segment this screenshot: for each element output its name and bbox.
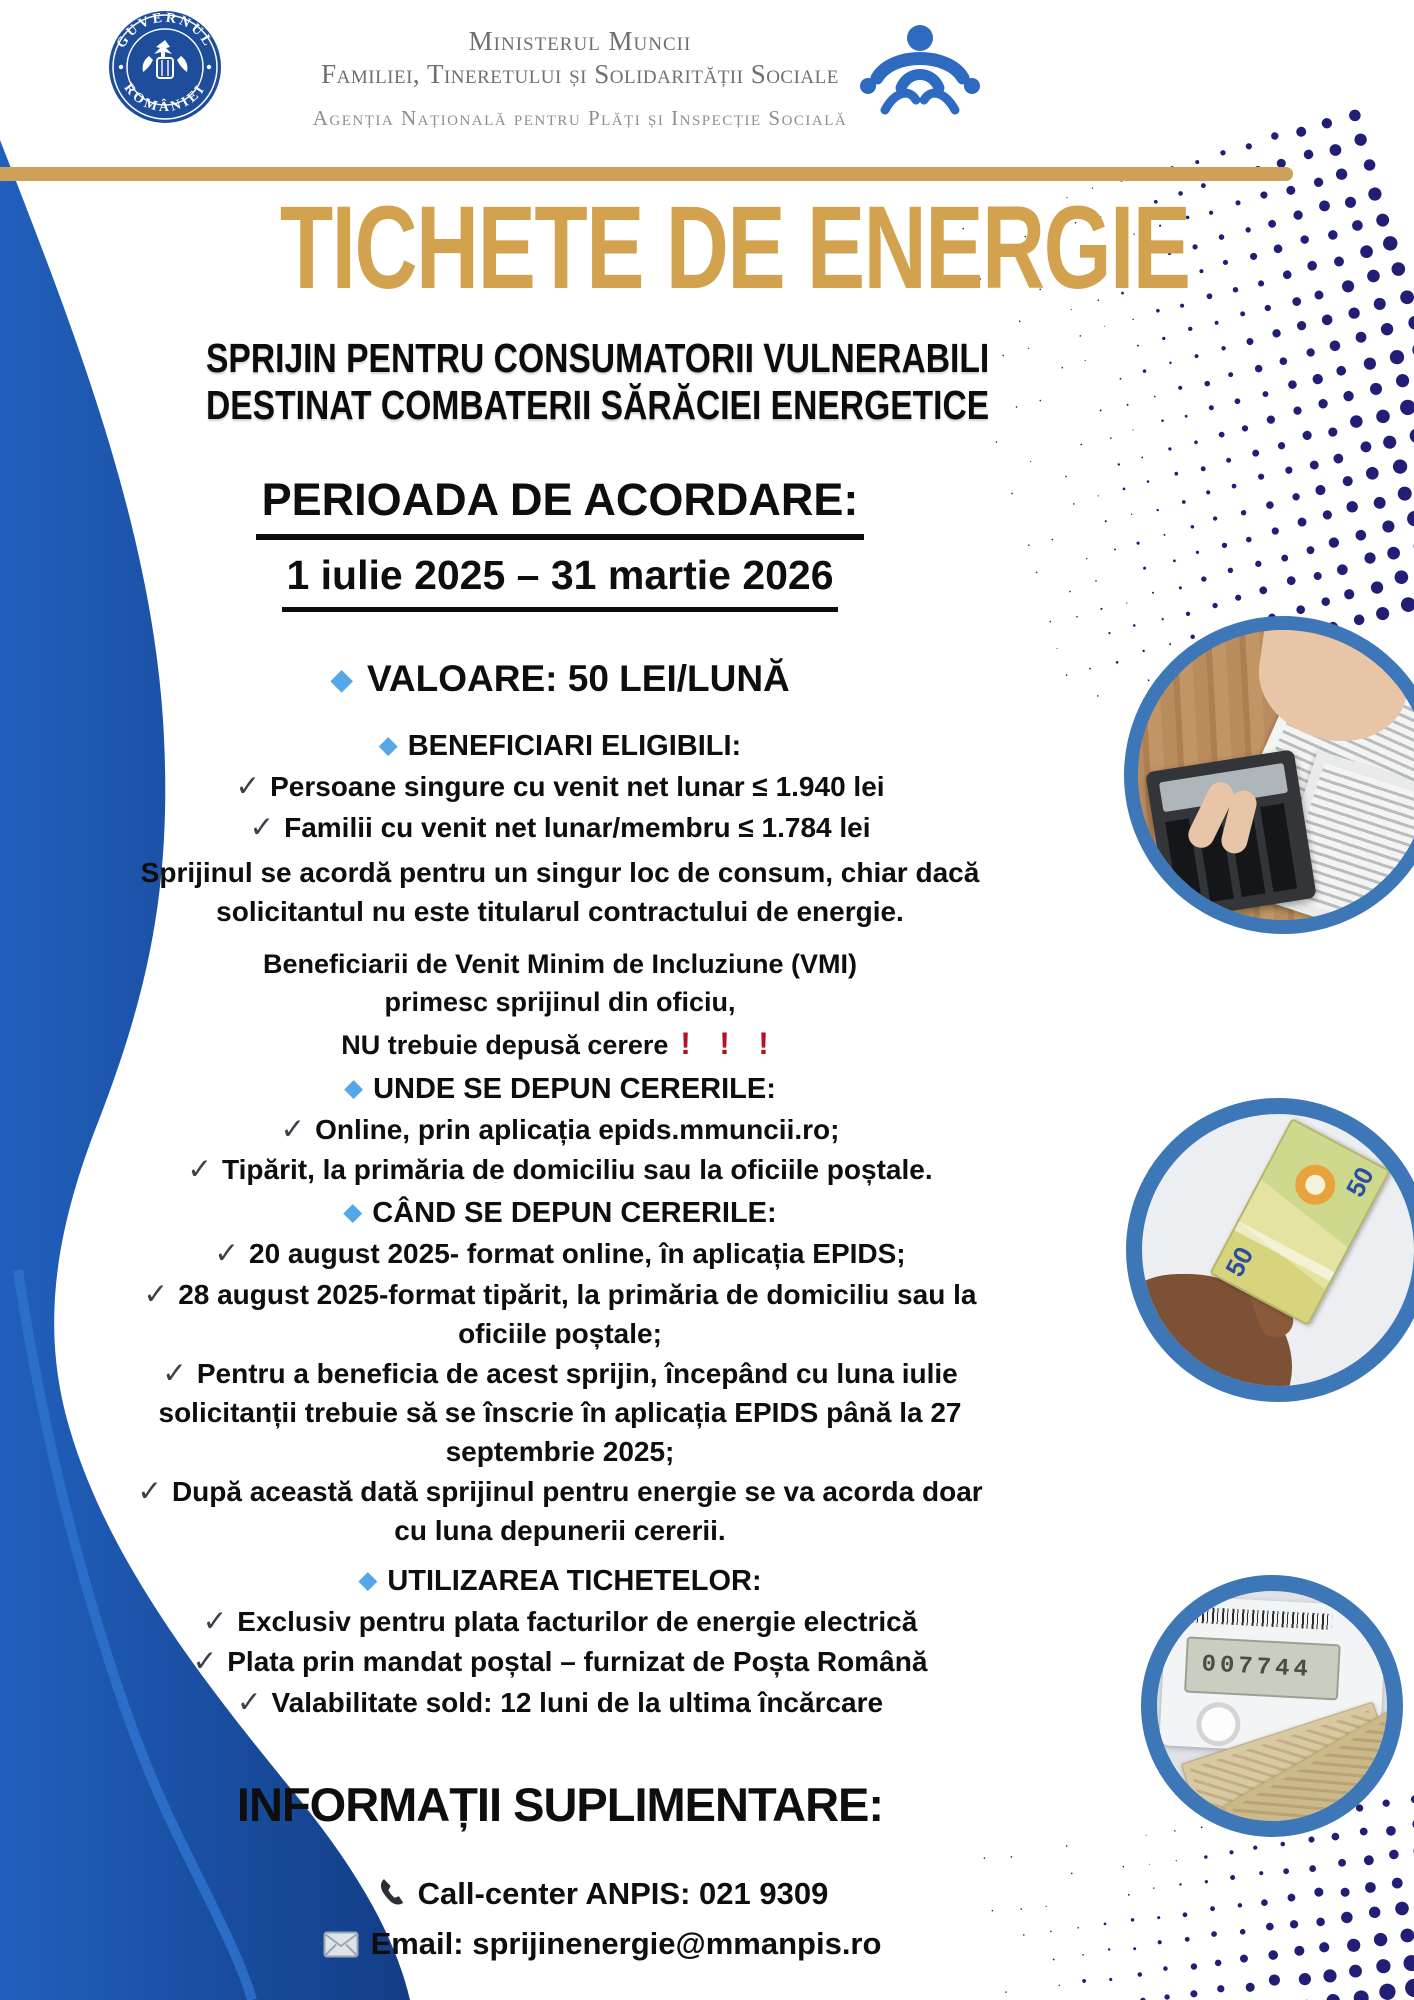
check-icon: ✓ (214, 1236, 239, 1270)
beneficiari-heading: ◆ BENEFICIARI ELIGIBILI: (378, 730, 742, 763)
poster-subtitle-line1: SPRIJIN PENTRU CONSUMATORII VULNERABILI (205, 335, 990, 382)
utilizare-list (120, 1602, 1000, 1724)
check-icon: ✓ (143, 1277, 169, 1311)
poster-subtitle-line2: DESTINAT COMBATERII SĂRĂCIEI ENERGETICE (205, 382, 990, 429)
cand-list (120, 1234, 1000, 1551)
check-item: ✓ Exclusiv pentru plata facturilor de energie electrică (202, 1604, 918, 1638)
diamond-icon: ◆ (344, 1074, 364, 1102)
photo-banknote-hand (1126, 1098, 1414, 1402)
cand-heading: ◆ CÂND SE DEPUN CERERILE: (343, 1196, 777, 1229)
vmi-line2: primesc sprijinul din oficiu, (384, 987, 736, 1018)
check-icon: ✓ (187, 1153, 213, 1187)
diamond-icon: ◆ (330, 663, 353, 697)
period-heading: PERIOADA DE ACORDARE: (120, 474, 1000, 540)
svg-text:ROMÂNIEI: ROMÂNIEI (120, 80, 210, 116)
email-icon (323, 1930, 359, 1966)
vmi-line1: Beneficiarii de Venit Minim de Incluziune (VMI) (262, 949, 858, 979)
government-seal-logo (104, 6, 226, 128)
check-item: ✓ 28 august 2025-format tipărit, la primăria de domiciliu sau la oficiile poștale; (143, 1277, 977, 1350)
period-range: 1 iulie 2025 – 31 martie 2026 (120, 552, 1000, 612)
check-item: ✓ Pentru a beneficia de acest sprijin, începând cu luna iulie solicitanții trebuie să se înscrie în aplicația EPIDS până la 27 septembrie 2025; (158, 1356, 962, 1467)
check-icon: ✓ (162, 1356, 187, 1390)
check-icon: ✓ (280, 1112, 306, 1146)
poster-title: TICHETE DE ENERGIE (279, 182, 1190, 314)
svg-text:GUVERNUL: GUVERNUL (113, 10, 217, 51)
check-icon: ✓ (202, 1604, 228, 1638)
utilizare-heading: ◆ UTILIZAREA TICHETELOR: (358, 1564, 762, 1597)
check-icon: ✓ (192, 1645, 218, 1679)
barcode (1182, 1606, 1333, 1630)
meter-button (1195, 1701, 1241, 1747)
meter-reading: 007744 (1200, 1651, 1313, 1685)
banknote-value: 50 (1339, 1162, 1380, 1202)
beneficiari-note: Sprijinul se acordă pentru un singur loc de consum, chiar dacă solicitantul nu este titularul contractului de energie. (140, 856, 980, 928)
anpis-logo (855, 22, 985, 117)
check-item: ✓ După această dată sprijinul pentru energie se va acorda doar cu luna depunerii cererii. (137, 1474, 983, 1547)
exclamation-marks: ! ! ! (680, 1025, 779, 1061)
poster-content (120, 182, 1190, 1976)
photo-energy-meter (1141, 1575, 1403, 1837)
ministry-name-line2: Familiei, Tineretului și Solidarității Sociale (321, 59, 839, 89)
check-item: ✓ Tipărit, la primăria de domiciliu sau la oficiile poștale. (187, 1153, 933, 1187)
photo-calculator-bills (1124, 616, 1414, 934)
check-item: ✓ Familii cu venit net lunar/membru ≤ 1.784 lei (249, 810, 871, 844)
check-icon: ✓ (249, 810, 275, 844)
phone-icon (376, 1878, 406, 1916)
gold-divider-bar (0, 167, 1293, 181)
ministry-header (260, 26, 900, 131)
vmi-line3: NU trebuie depusă cerere ! ! ! (341, 1025, 779, 1061)
diamond-icon: ◆ (358, 1566, 378, 1594)
check-item: ✓ 20 august 2025- format online, în aplicația EPIDS; (214, 1236, 906, 1270)
check-icon: ✓ (235, 770, 261, 804)
diamond-icon: ◆ (343, 1198, 363, 1226)
value-line: ◆ VALOARE: 50 LEI/LUNĂ (330, 658, 790, 700)
check-item: ✓ Persoane singure cu venit net lunar ≤ 1.940 lei (235, 770, 885, 804)
check-item: ✓ Online, prin aplicația epids.mmuncii.ro; (280, 1112, 840, 1146)
meter-display (1184, 1636, 1341, 1700)
unde-heading: ◆ UNDE SE DEPUN CERERILE: (344, 1072, 776, 1105)
check-icon: ✓ (236, 1685, 262, 1719)
ministry-name-line1: Ministerul Muncii (468, 26, 692, 56)
diamond-icon: ◆ (378, 732, 398, 760)
check-item: ✓ Plata prin mandat poștal – furnizat de Poșta Română (192, 1645, 928, 1679)
unde-list (120, 1110, 1000, 1191)
check-item: ✓ Valabilitate sold: 12 luni de la ultima încărcare (236, 1685, 884, 1719)
check-icon: ✓ (137, 1474, 162, 1508)
beneficiari-list (120, 767, 1000, 848)
info-heading: INFORMAȚII SUPLIMENTARE: (236, 1778, 884, 1832)
agency-name: Agenția Națională pentru Plăți și Inspecție Socială (312, 106, 848, 130)
banknote-value: 50 (1219, 1241, 1260, 1282)
contact-phone: Call-center ANPIS: 021 9309 (162, 1876, 1042, 1916)
contact-email: Email: sprijinenergie@mmanpis.ro (162, 1926, 1042, 1966)
